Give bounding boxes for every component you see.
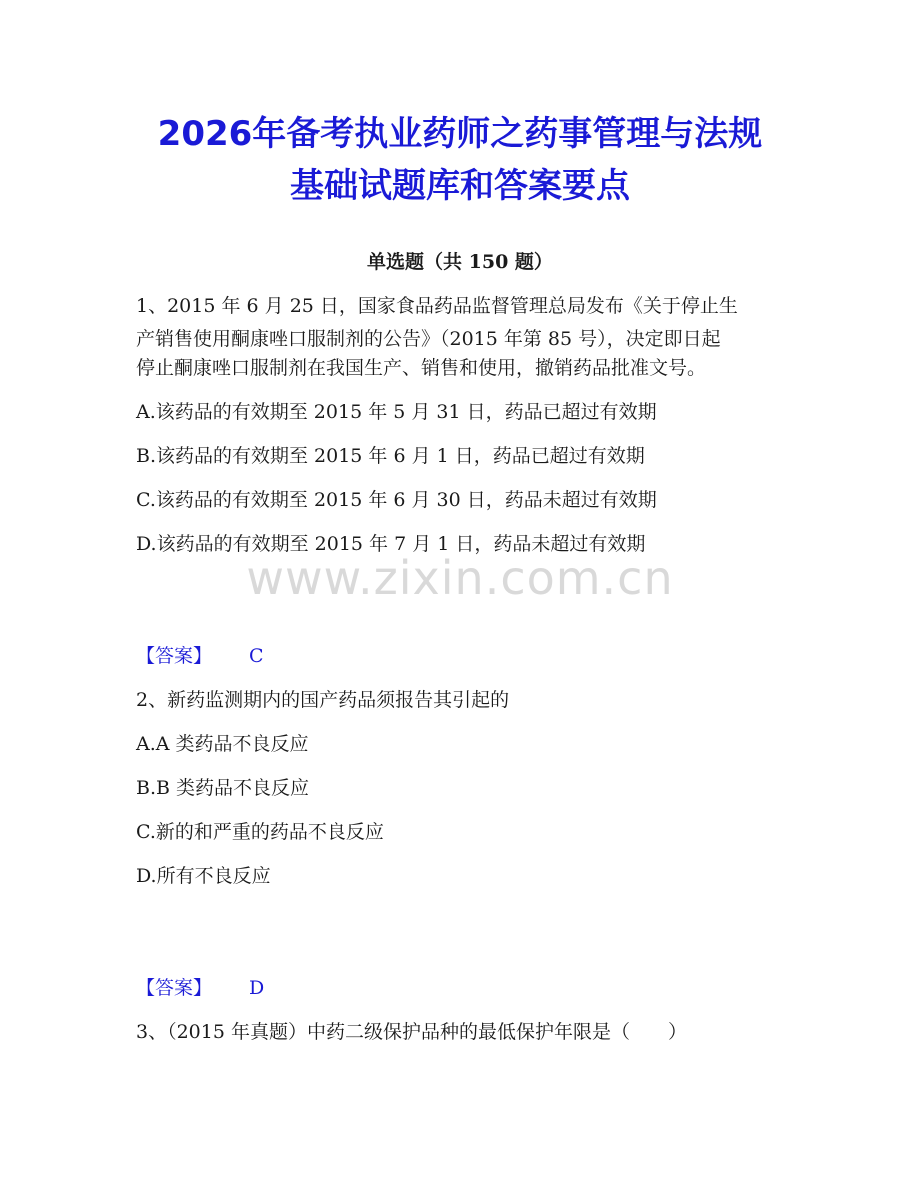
- question-1-answer-value: C: [249, 645, 264, 667]
- question-2-option-c: C.新的和严重的药品不良反应: [136, 821, 384, 843]
- question-1-stem-line-3: 停止酮康唑口服制剂在我国生产、销售和使用，撤销药品批准文号。: [136, 357, 707, 379]
- question-2-option-d: D.所有不良反应: [136, 865, 271, 887]
- watermark: www.zixin.com.cn: [246, 551, 674, 605]
- question-2-answer-value: D: [249, 977, 265, 999]
- question-2-answer-label: 【答案】: [136, 977, 213, 999]
- question-1-stem-line-2: 产销售使用酮康唑口服制剂的公告》（2015 年第 85 号），决定即日起: [136, 328, 721, 350]
- question-3-stem-line-1: 3、（2015 年真题）中药二级保护品种的最低保护年限是（ ）: [136, 1021, 687, 1043]
- question-1-option-c: C.该药品的有效期至 2015 年 6 月 30 日，药品未超过有效期: [136, 489, 657, 511]
- document-title-line-2: 基础试题库和答案要点: [290, 166, 630, 206]
- question-1-option-b: B.该药品的有效期至 2015 年 6 月 1 日，药品已超过有效期: [136, 445, 645, 467]
- question-2-stem-line-1: 2、新药监测期内的国产药品须报告其引起的: [136, 689, 510, 711]
- section-heading: 单选题（共 150 题）: [367, 251, 553, 273]
- question-1-option-d: D.该药品的有效期至 2015 年 7 月 1 日，药品未超过有效期: [136, 533, 646, 555]
- question-2-option-b: B.B 类药品不良反应: [136, 777, 310, 799]
- question-2-option-a: A.A 类药品不良反应: [136, 733, 309, 755]
- document-title-line-1: 2026年备考执业药师之药事管理与法规: [157, 114, 763, 154]
- question-1-stem-line-1: 1、2015 年 6 月 25 日，国家食品药品监督管理总局发布《关于停止生: [136, 295, 738, 317]
- question-1-answer-label: 【答案】: [136, 645, 213, 667]
- question-1-option-a: A.该药品的有效期至 2015 年 5 月 31 日，药品已超过有效期: [136, 401, 657, 423]
